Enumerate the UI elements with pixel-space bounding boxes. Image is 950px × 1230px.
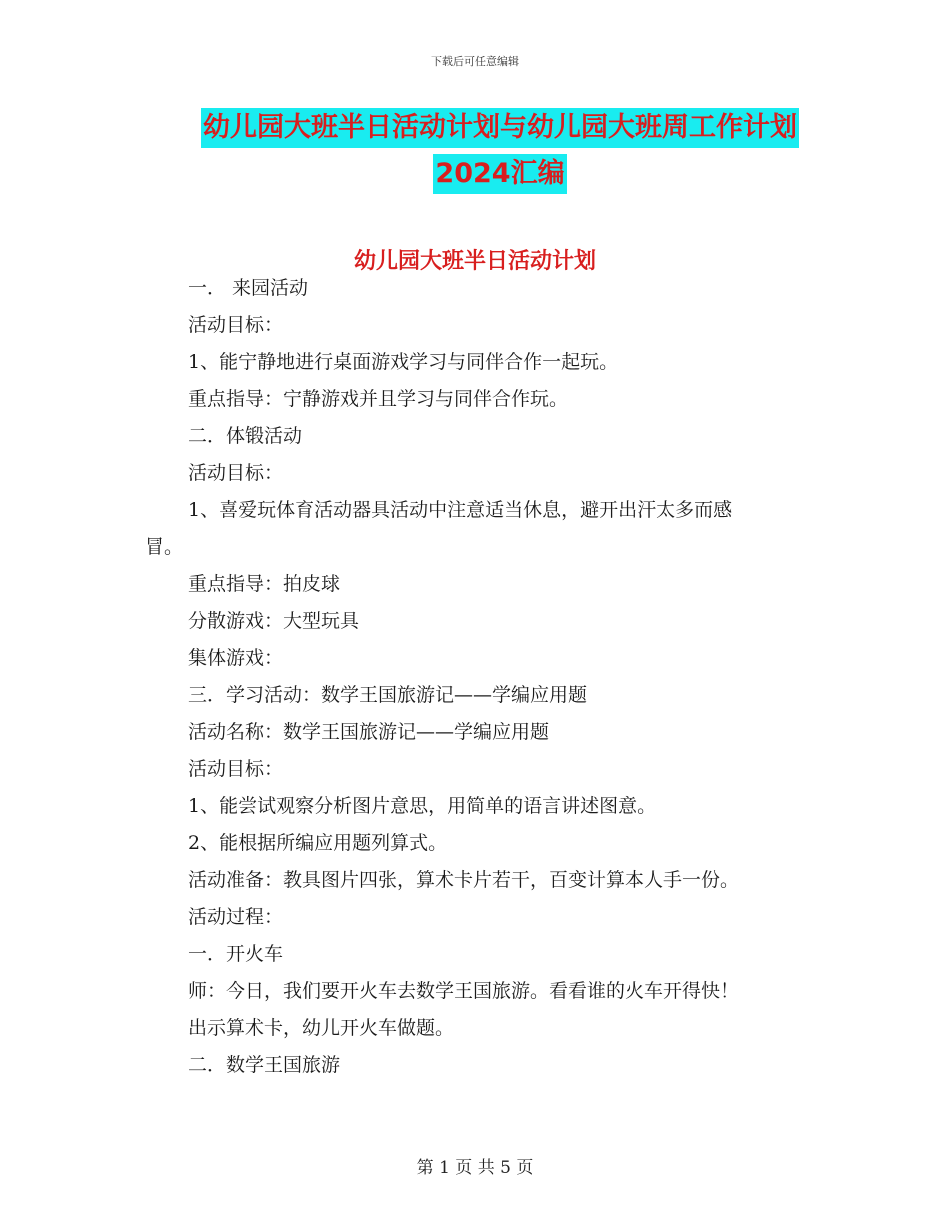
title-line-2: 2024汇编 [433, 154, 566, 194]
paragraph-line: 重点指导：宁静游戏并且学习与同伴合作玩。 [188, 388, 569, 410]
header-note: 下载后可任意编辑 [431, 55, 519, 68]
paragraph-line: 一．开火车 [188, 943, 284, 965]
paragraph-line: 活动目标： [188, 758, 284, 780]
paragraph-line: 三．学习活动：数学王国旅游记——学编应用题 [188, 684, 588, 706]
body-text [145, 270, 810, 1084]
paragraph-line: 活动过程： [188, 906, 284, 928]
paragraph-line: 分散游戏：大型玩具 [188, 610, 360, 632]
paragraph-line: 二．体锻活动 [188, 425, 303, 447]
paragraph-line: 活动目标： [188, 462, 284, 484]
paragraph-line: 活动名称：数学王国旅游记——学编应用题 [188, 721, 550, 743]
paragraph-line: 活动目标： [188, 314, 284, 336]
paragraph-line: 二．数学王国旅游 [188, 1054, 341, 1076]
paragraph-line: 1、能尝试观察分析图片意思，用简单的语言讲述图意。 [188, 795, 657, 817]
title-line-1: 幼儿园大班半日活动计划与幼儿园大班周工作计划 [201, 108, 799, 148]
paragraph-line: 活动准备：教具图片四张，算术卡片若干，百变计算本人手一份。 [188, 869, 740, 891]
paragraph-line: 一． 来园活动 [188, 277, 309, 299]
paragraph-line: 集体游戏： [188, 647, 284, 669]
paragraph-line: 1、能宁静地进行桌面游戏学习与同伴合作一起玩。 [188, 351, 619, 373]
paragraph-line-continuation: 冒。 [145, 536, 184, 558]
paragraph-line: 师：今日，我们要开火车去数学王国旅游。看看谁的火车开得快！ [188, 980, 740, 1002]
paragraph-line: 1、喜爱玩体育活动器具活动中注意适当休息，避开出汗太多而感 [188, 499, 733, 521]
paragraph-line: 2、能根据所编应用题列算式。 [188, 832, 448, 854]
page-number: 第 1 页 共 5 页 [416, 1158, 534, 1178]
document-title [140, 108, 860, 194]
paragraph-line: 重点指导：拍皮球 [188, 573, 341, 595]
section-title: 幼儿园大班半日活动计划 [353, 249, 596, 274]
paragraph-line: 出示算术卡，幼儿开火车做题。 [188, 1017, 455, 1039]
